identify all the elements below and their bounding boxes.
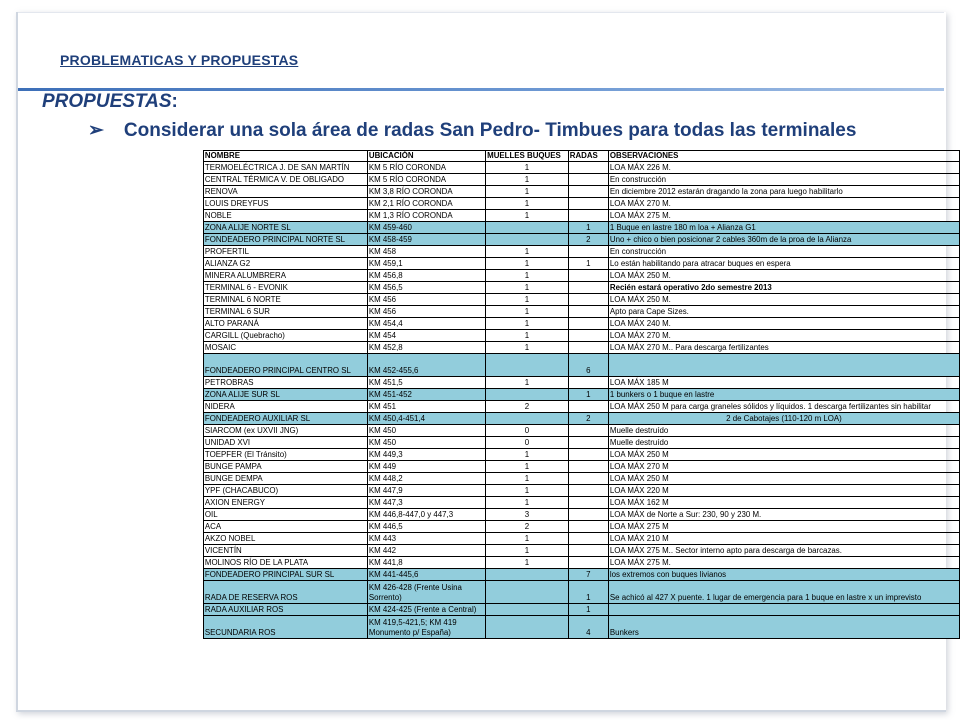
cell-muelles: 1 bbox=[486, 545, 569, 557]
cell-observaciones: LOA MÁX 250 M. bbox=[608, 270, 959, 282]
cell-ubicacion: KM 459-460 bbox=[367, 222, 485, 234]
cell-nombre: TERMINAL 6 SUR bbox=[203, 306, 367, 318]
table-row bbox=[199, 174, 960, 186]
cell-observaciones: LOA MÁX 270 M bbox=[608, 461, 959, 473]
table-row bbox=[199, 401, 960, 413]
cell-radas bbox=[568, 198, 608, 210]
cell-radas bbox=[568, 342, 608, 354]
table-row bbox=[199, 198, 960, 210]
cell-radas bbox=[568, 246, 608, 258]
cell-radas bbox=[568, 437, 608, 449]
subtitle bbox=[42, 91, 178, 113]
cell-ubicacion: KM 443 bbox=[367, 533, 485, 545]
table-row bbox=[199, 569, 960, 581]
table-row bbox=[199, 294, 960, 306]
table-row bbox=[199, 162, 960, 174]
cell-radas bbox=[568, 425, 608, 437]
cell-muelles bbox=[486, 354, 569, 377]
cell-observaciones bbox=[608, 604, 959, 616]
cell-nombre: CARGILL (Quebracho) bbox=[203, 330, 367, 342]
cell-radas: 1 bbox=[568, 604, 608, 616]
cell-radas: 1 bbox=[568, 258, 608, 270]
cell-muelles: 0 bbox=[486, 437, 569, 449]
cell-radas bbox=[568, 318, 608, 330]
top-border-line bbox=[18, 12, 944, 13]
cell-nombre: AKZO NOBEL bbox=[203, 533, 367, 545]
cell-muelles: 1 bbox=[486, 246, 569, 258]
header-ubicacion: UBICACIÓN bbox=[367, 151, 485, 162]
cell-ubicacion: KM 3,8 RÍO CORONDA bbox=[367, 186, 485, 198]
table-row bbox=[199, 342, 960, 354]
cell-ubicacion: KM 450 bbox=[367, 437, 485, 449]
table-row bbox=[199, 437, 960, 449]
cell-radas bbox=[568, 461, 608, 473]
cell-ubicacion: KM 5 RÍO CORONDA bbox=[367, 162, 485, 174]
table-row bbox=[199, 521, 960, 533]
cell-nombre: MOSAIC bbox=[203, 342, 367, 354]
subtitle-text: PROPUESTAS bbox=[42, 91, 172, 112]
cell-muelles: 1 bbox=[486, 186, 569, 198]
cell-observaciones: LOA MÁX 226 M. bbox=[608, 162, 959, 174]
cell-observaciones bbox=[608, 354, 959, 377]
cell-radas bbox=[568, 282, 608, 294]
cell-ubicacion: KM 454,4 bbox=[367, 318, 485, 330]
table-body bbox=[199, 162, 960, 639]
cell-nombre: FONDEADERO AUXILIAR SL bbox=[203, 413, 367, 425]
table-row bbox=[199, 258, 960, 270]
cell-observaciones: LOA MÁX 162 M bbox=[608, 497, 959, 509]
cell-muelles: 1 bbox=[486, 461, 569, 473]
cell-muelles: 1 bbox=[486, 198, 569, 210]
table-row bbox=[199, 210, 960, 222]
cell-muelles: 1 bbox=[486, 485, 569, 497]
header-muelles: MUELLES BUQUES bbox=[486, 151, 569, 162]
terminals-table bbox=[199, 150, 960, 639]
cell-nombre: FONDEADERO PRINCIPAL SUR SL bbox=[203, 569, 367, 581]
cell-radas bbox=[568, 162, 608, 174]
cell-muelles: 1 bbox=[486, 557, 569, 569]
cell-muelles: 1 bbox=[486, 294, 569, 306]
cell-observaciones: En construcción bbox=[608, 246, 959, 258]
cell-observaciones: LOA MÁX 185 M bbox=[608, 377, 959, 389]
cell-nombre: FONDEADERO PRINCIPAL NORTE SL bbox=[203, 234, 367, 246]
cell-nombre: BUNGE DEMPA bbox=[203, 473, 367, 485]
table-row bbox=[199, 270, 960, 282]
cell-muelles: 1 bbox=[486, 473, 569, 485]
cell-nombre: AXION ENERGY bbox=[203, 497, 367, 509]
cell-muelles: 2 bbox=[486, 401, 569, 413]
table-row bbox=[199, 246, 960, 258]
header-nombre: NOMBRE bbox=[203, 151, 367, 162]
cell-nombre: MINERA ALUMBRERA bbox=[203, 270, 367, 282]
cell-observaciones: LOA MÁX de Norte a Sur: 230, 90 y 230 M. bbox=[608, 509, 959, 521]
cell-ubicacion: KM 446,8-447,0 y 447,3 bbox=[367, 509, 485, 521]
cell-radas bbox=[568, 485, 608, 497]
cell-muelles: 1 bbox=[486, 258, 569, 270]
cell-muelles: 1 bbox=[486, 210, 569, 222]
table-row bbox=[199, 330, 960, 342]
cell-nombre: MOLINOS RÍO DE LA PLATA bbox=[203, 557, 367, 569]
cell-radas bbox=[568, 306, 608, 318]
cell-nombre: VICENTÍN bbox=[203, 545, 367, 557]
cell-radas bbox=[568, 521, 608, 533]
cell-nombre: SIARCOM (ex UXVII JNG) bbox=[203, 425, 367, 437]
bullet-item bbox=[88, 119, 856, 142]
subtitle-colon: : bbox=[171, 91, 178, 112]
cell-ubicacion: KM 419,5-421,5; KM 419 Monumento p/ España) bbox=[367, 616, 485, 639]
cell-radas: 6 bbox=[568, 354, 608, 377]
cell-ubicacion: KM 456 bbox=[367, 306, 485, 318]
cell-nombre: PETROBRAS bbox=[203, 377, 367, 389]
table-row bbox=[199, 413, 960, 425]
table-row bbox=[199, 545, 960, 557]
cell-observaciones: LOA MÁX 275 M bbox=[608, 521, 959, 533]
cell-muelles: 1 bbox=[486, 270, 569, 282]
table-row bbox=[199, 234, 960, 246]
cell-nombre: TERMINAL 6 NORTE bbox=[203, 294, 367, 306]
cell-observaciones: los extremos con buques livianos bbox=[608, 569, 959, 581]
cell-observaciones: 2 de Cabotajes (110-120 m LOA) bbox=[608, 413, 959, 425]
table-row bbox=[199, 449, 960, 461]
cell-muelles: 2 bbox=[486, 521, 569, 533]
cell-ubicacion: KM 458 bbox=[367, 246, 485, 258]
table-row bbox=[199, 509, 960, 521]
cell-radas bbox=[568, 270, 608, 282]
header-radas: RADAS bbox=[568, 151, 608, 162]
cell-ubicacion: KM 456 bbox=[367, 294, 485, 306]
table-row bbox=[199, 604, 960, 616]
cell-radas bbox=[568, 377, 608, 389]
cell-radas: 2 bbox=[568, 234, 608, 246]
cell-ubicacion: KM 424-425 (Frente a Central) bbox=[367, 604, 485, 616]
cell-nombre: CENTRAL TÉRMICA V. DE OBLIGADO bbox=[203, 174, 367, 186]
cell-radas bbox=[568, 210, 608, 222]
table-row bbox=[199, 186, 960, 198]
cell-ubicacion: KM 451-452 bbox=[367, 389, 485, 401]
cell-radas bbox=[568, 449, 608, 461]
cell-ubicacion: KM 448,2 bbox=[367, 473, 485, 485]
table-header-row bbox=[199, 151, 960, 162]
cell-observaciones: LOA MÁX 275 M. bbox=[608, 210, 959, 222]
cell-radas: 4 bbox=[568, 616, 608, 639]
cell-ubicacion: KM 5 RÍO CORONDA bbox=[367, 174, 485, 186]
table-row bbox=[199, 282, 960, 294]
cell-ubicacion: KM 459,1 bbox=[367, 258, 485, 270]
cell-radas bbox=[568, 545, 608, 557]
cell-nombre: FONDEADERO PRINCIPAL CENTRO SL bbox=[203, 354, 367, 377]
cell-observaciones: Se achicó al 427 X puente. 1 lugar de emergencia para 1 buque en lastre x un imprevisto bbox=[608, 581, 959, 604]
bullet-text: Considerar una sola área de radas San Pedro- Timbues para todas las terminales bbox=[123, 120, 857, 141]
cell-radas bbox=[568, 294, 608, 306]
cell-observaciones: Uno + chico o bien posicionar 2 cables 360m de la proa de la Alianza bbox=[608, 234, 959, 246]
cell-ubicacion: KM 452,8 bbox=[367, 342, 485, 354]
cell-radas bbox=[568, 186, 608, 198]
cell-muelles: 1 bbox=[486, 330, 569, 342]
cell-observaciones: Muelle destruído bbox=[608, 425, 959, 437]
cell-radas bbox=[568, 533, 608, 545]
cell-muelles: 1 bbox=[486, 174, 569, 186]
cell-muelles: 1 bbox=[486, 162, 569, 174]
table-row bbox=[199, 377, 960, 389]
cell-ubicacion: KM 458-459 bbox=[367, 234, 485, 246]
cell-ubicacion: KM 441-445,6 bbox=[367, 569, 485, 581]
cell-muelles bbox=[486, 604, 569, 616]
cell-ubicacion: KM 441,8 bbox=[367, 557, 485, 569]
table-row bbox=[199, 461, 960, 473]
cell-observaciones: LOA MÁX 250 M bbox=[608, 473, 959, 485]
cell-ubicacion: KM 426-428 (Frente Usina Sorrento) bbox=[367, 581, 485, 604]
cell-nombre: NIDERA bbox=[203, 401, 367, 413]
cell-muelles bbox=[486, 581, 569, 604]
table-row bbox=[199, 222, 960, 234]
cell-observaciones: LOA MÁX 250 M. bbox=[608, 294, 959, 306]
table-row bbox=[199, 485, 960, 497]
cell-nombre: RENOVA bbox=[203, 186, 367, 198]
cell-nombre: ALTO PARANÁ bbox=[203, 318, 367, 330]
cell-nombre: SECUNDARIA ROS bbox=[203, 616, 367, 639]
table-row bbox=[199, 557, 960, 569]
cell-muelles: 0 bbox=[486, 425, 569, 437]
cell-nombre: NOBLE bbox=[203, 210, 367, 222]
cell-ubicacion: KM 454 bbox=[367, 330, 485, 342]
cell-muelles bbox=[486, 234, 569, 246]
cell-observaciones: LOA MÁX 270 M. bbox=[608, 330, 959, 342]
cell-radas bbox=[568, 401, 608, 413]
cell-radas: 1 bbox=[568, 581, 608, 604]
cell-muelles bbox=[486, 389, 569, 401]
cell-observaciones: LOA MÁX 275 M. bbox=[608, 557, 959, 569]
table-row bbox=[199, 318, 960, 330]
cell-ubicacion: KM 450,4-451,4 bbox=[367, 413, 485, 425]
cell-ubicacion: KM 456,5 bbox=[367, 282, 485, 294]
cell-observaciones: Muelle destruído bbox=[608, 437, 959, 449]
cell-radas bbox=[568, 497, 608, 509]
cell-radas bbox=[568, 330, 608, 342]
cell-muelles bbox=[486, 413, 569, 425]
cell-ubicacion: KM 447,9 bbox=[367, 485, 485, 497]
cell-observaciones: LOA MÁX 220 M bbox=[608, 485, 959, 497]
cell-muelles: 1 bbox=[486, 377, 569, 389]
cell-muelles bbox=[486, 616, 569, 639]
cell-nombre: ZONA ALIJE SUR SL bbox=[203, 389, 367, 401]
header-observaciones: OBSERVACIONES bbox=[608, 151, 959, 162]
cell-observaciones: LOA MÁX 275 M.. Sector interno apto para descarga de barcazas. bbox=[608, 545, 959, 557]
cell-ubicacion: KM 1,3 RÍO CORONDA bbox=[367, 210, 485, 222]
cell-ubicacion: KM 447,3 bbox=[367, 497, 485, 509]
cell-muelles: 1 bbox=[486, 318, 569, 330]
table-row bbox=[199, 581, 960, 604]
table-row bbox=[199, 306, 960, 318]
cell-radas bbox=[568, 174, 608, 186]
cell-observaciones: Bunkers bbox=[608, 616, 959, 639]
cell-radas bbox=[568, 557, 608, 569]
cell-observaciones: En construcción bbox=[608, 174, 959, 186]
arrow-bullet-icon: ➢ bbox=[88, 120, 104, 141]
cell-radas: 1 bbox=[568, 389, 608, 401]
table-row bbox=[199, 473, 960, 485]
cell-nombre: RADA AUXILIAR ROS bbox=[203, 604, 367, 616]
cell-muelles: 1 bbox=[486, 282, 569, 294]
cell-nombre: UNIDAD XVI bbox=[203, 437, 367, 449]
cell-ubicacion: KM 451 bbox=[367, 401, 485, 413]
cell-nombre: BUNGE PAMPA bbox=[203, 461, 367, 473]
cell-radas bbox=[568, 473, 608, 485]
cell-observaciones: 1 Buque en lastre 180 m loa + Alianza G1 bbox=[608, 222, 959, 234]
cell-ubicacion: KM 442 bbox=[367, 545, 485, 557]
cell-observaciones: En diciembre 2012 estarán dragando la zona para luego habilitarlo bbox=[608, 186, 959, 198]
cell-observaciones: LOA MÁX 240 M. bbox=[608, 318, 959, 330]
cell-observaciones: LOA MÁX 250 M bbox=[608, 449, 959, 461]
cell-nombre: RADA DE RESERVA ROS bbox=[203, 581, 367, 604]
cell-observaciones: LOA MÁX 270 M. bbox=[608, 198, 959, 210]
cell-ubicacion: KM 449,3 bbox=[367, 449, 485, 461]
cell-nombre: OIL bbox=[203, 509, 367, 521]
table-row bbox=[199, 425, 960, 437]
cell-muelles: 1 bbox=[486, 342, 569, 354]
cell-radas: 2 bbox=[568, 413, 608, 425]
table-row bbox=[199, 389, 960, 401]
cell-radas bbox=[568, 509, 608, 521]
cell-nombre: PROFERTIL bbox=[203, 246, 367, 258]
cell-nombre: ACA bbox=[203, 521, 367, 533]
cell-ubicacion: KM 2,1 RÍO CORONDA bbox=[367, 198, 485, 210]
cell-nombre: TERMOELÉCTRICA J. DE SAN MARTÍN bbox=[203, 162, 367, 174]
cell-muelles: 1 bbox=[486, 533, 569, 545]
cell-nombre: ZONA ALIJE NORTE SL bbox=[203, 222, 367, 234]
section-title: PROBLEMATICAS Y PROPUESTAS bbox=[60, 52, 299, 68]
cell-observaciones: Apto para Cape Sizes. bbox=[608, 306, 959, 318]
cell-radas: 1 bbox=[568, 222, 608, 234]
cell-observaciones: LOA MÁX 210 M bbox=[608, 533, 959, 545]
cell-nombre: LOUIS DREYFUS bbox=[203, 198, 367, 210]
cell-radas: 7 bbox=[568, 569, 608, 581]
cell-muelles: 1 bbox=[486, 306, 569, 318]
cell-nombre: ALIANZA G2 bbox=[203, 258, 367, 270]
cell-nombre: TERMINAL 6 - EVONIK bbox=[203, 282, 367, 294]
cell-nombre: YPF (CHACABUCO) bbox=[203, 485, 367, 497]
cell-nombre: TOEPFER (El Tránsito) bbox=[203, 449, 367, 461]
table-row bbox=[199, 533, 960, 545]
cell-observaciones: LOA MÁX 270 M.. Para descarga fertilizantes bbox=[608, 342, 959, 354]
cell-ubicacion: KM 452-455,6 bbox=[367, 354, 485, 377]
cell-ubicacion: KM 456,8 bbox=[367, 270, 485, 282]
cell-ubicacion: KM 449 bbox=[367, 461, 485, 473]
cell-observaciones: Lo están habilitando para atracar buques en espera bbox=[608, 258, 959, 270]
cell-muelles: 3 bbox=[486, 509, 569, 521]
table-row bbox=[199, 616, 960, 639]
cell-muelles bbox=[486, 569, 569, 581]
cell-ubicacion: KM 446,5 bbox=[367, 521, 485, 533]
cell-observaciones: 1 bunkers o 1 buque en lastre bbox=[608, 389, 959, 401]
cell-muelles bbox=[486, 222, 569, 234]
table-row bbox=[199, 497, 960, 509]
cell-observaciones: LOA MÁX 250 M para carga graneles sólidos y líquidos. 1 descarga fertilizantes sin habilitar bbox=[608, 401, 959, 413]
table-row bbox=[199, 354, 960, 377]
cell-ubicacion: KM 451,5 bbox=[367, 377, 485, 389]
cell-muelles: 1 bbox=[486, 497, 569, 509]
cell-muelles: 1 bbox=[486, 449, 569, 461]
cell-ubicacion: KM 450 bbox=[367, 425, 485, 437]
cell-observaciones: Recién estará operativo 2do semestre 2013 bbox=[608, 282, 959, 294]
